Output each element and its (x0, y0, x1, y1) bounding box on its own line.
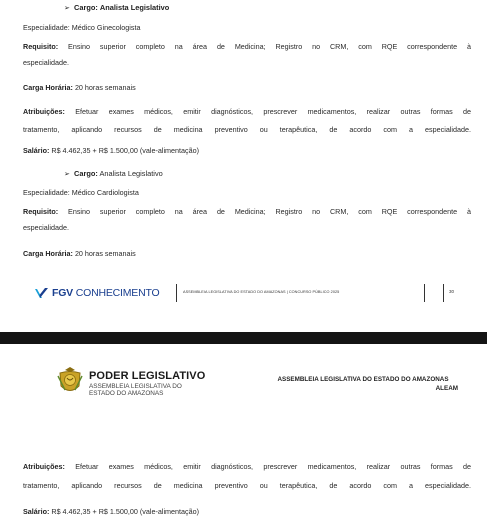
arrow-bullet-icon: ➢ (64, 171, 70, 178)
requisito-1-line2: especialidade. (23, 58, 69, 67)
page-footer (0, 281, 487, 305)
salario-1: Salário: R$ 4.462,35 + R$ 1.500,00 (vale-alimentação) (23, 146, 200, 155)
carga-horaria-2: Carga Horária: 20 horas semanais (23, 249, 136, 258)
logo-brand: FGV (52, 287, 73, 299)
atribuicoes-2-line2: tratamento, aplicando recursos de medicina preventivo ou terapêutica, de acordo com a especialidade. (23, 481, 471, 490)
fgv-checkmark-icon (35, 288, 49, 299)
especialidade-1: Especialidade: Médico Ginecologista (23, 23, 141, 32)
header-title: PODER LEGISLATIVO (89, 370, 206, 382)
salario-2: Salário: R$ 4.462,35 + R$ 1.500,00 (vale-alimentação) (23, 507, 200, 516)
cargo-item-2 (64, 168, 163, 180)
logo-word: CONHECIMENTO (75, 287, 160, 299)
fgv-logo (35, 286, 159, 300)
requisito-2-line1: Requisito: Ensino superior completo na área de Medicina; Registro no CRM, com RQE correspondente à (23, 207, 471, 216)
header-right-line1: ASSEMBLEIA LEGISLATIVA DO ESTADO DO AMAZONAS (277, 376, 449, 383)
arrow-bullet-icon: ➢ (64, 5, 70, 12)
header-subtitle: ASSEMBLEIA LEGISLATIVA DO ESTADO DO AMAZONAS (89, 383, 182, 397)
atribuicoes-1-line2: tratamento, aplicando recursos de medicina preventivo ou terapêutica, de acordo com a especialidade. (23, 125, 471, 134)
cargo-label: Cargo: (74, 169, 98, 178)
header-right (258, 375, 468, 393)
header-right-line2: ALEAM (435, 385, 458, 392)
cargo-label: Cargo: (74, 3, 98, 12)
page-separator (0, 332, 487, 344)
requisito-1-line1: Requisito: Ensino superior completo na área de Medicina; Registro no CRM, com RQE correspondente à (23, 42, 471, 51)
carga-horaria-1: Carga Horária: 20 horas semanais (23, 83, 136, 92)
atribuicoes-2-line1: Atribuições: Efetuar exames médicos, emitir diagnósticos, prescrever medicamentos, realizar outras formas de (23, 462, 471, 471)
footer-divider (176, 284, 177, 302)
especialidade-2: Especialidade: Médico Cardiologista (23, 188, 139, 197)
page-number: 30 (449, 289, 455, 294)
cargo-value: Analista Legislativo (99, 3, 170, 12)
footer-divider (424, 284, 425, 302)
document-page-bottom (0, 344, 487, 526)
aleam-seal-icon (56, 366, 84, 401)
cargo-value: Analista Legislativo (99, 169, 163, 178)
footer-divider (443, 284, 444, 302)
cargo-item-1 (64, 2, 169, 14)
requisito-2-line2: especialidade. (23, 223, 69, 232)
footer-text: ASSEMBLEIA LEGISLATIVA DO ESTADO DO AMAZONAS | CONCURSO PÚBLICO 2025 (183, 290, 340, 294)
atribuicoes-1-line1: Atribuições: Efetuar exames médicos, emitir diagnósticos, prescrever medicamentos, realizar outras formas de (23, 107, 471, 116)
